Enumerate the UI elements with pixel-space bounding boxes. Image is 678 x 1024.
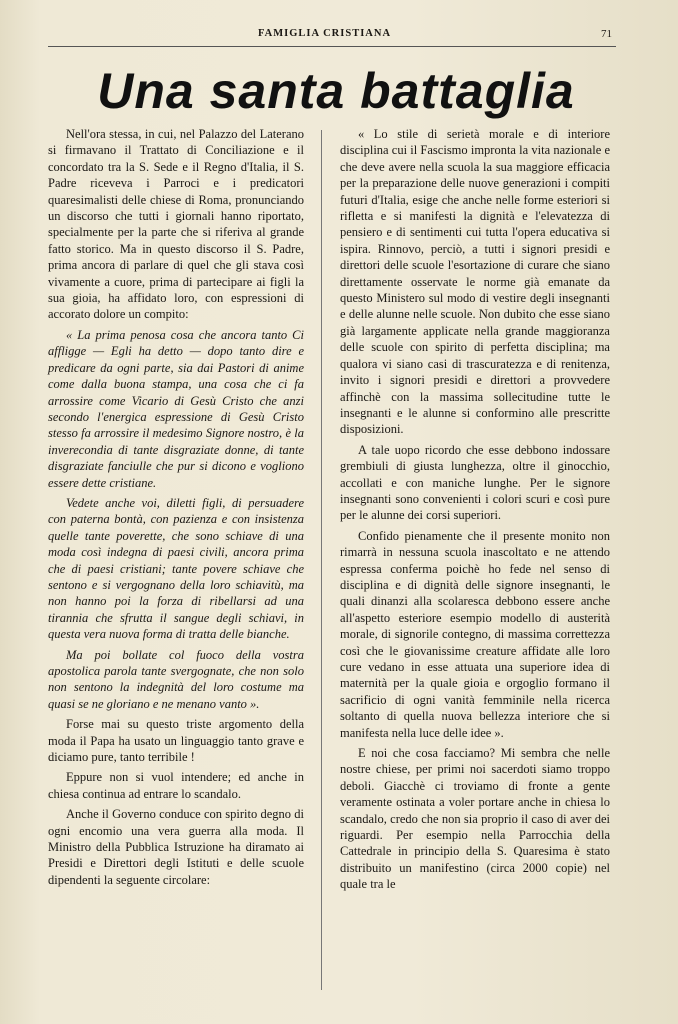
- paragraph: Eppure non si vuol intendere; ed anche in chiesa continua ad entrare lo scandalo.: [48, 770, 304, 801]
- paragraph: E noi che cosa facciamo? Mi sembra che nelle nostre chiese, per primi noi sacerdoti siamo troppo deboli. Giacchè ci troviamo di fronte a gente veramente ostinata a voler portare anche in chiesa lo scandalo, credo che non sia proprio il caso di aver dei riguardi. Per esempio nella Parrocchia della Cattedrale in principio della S. Quaresima è stato distribuito un manifestino (circa 2000 copie) nel quale tra le: [340, 746, 610, 892]
- page-number: 71: [601, 28, 612, 40]
- article-title: Una santa battaglia: [97, 63, 575, 119]
- paragraph: Confido pienamente che il presente monito non rimarrà in nessuna scuola inascoltato e ne attendo espressa conferma poichè ho fede nel senso di disciplina e di dignità delle signore insegnanti, le quali dinanzi alla scolaresca debbono essere anche all'aspetto esteriore esempio modello di austerità morale, di signorile contegno, di massima correttezza così che le giovanissime creature affidate alle loro cure vedano in esse attuata una superiore idea di maternità per la quale gioia e orgoglio formano il sacrificio di ogni vanità femminile nella ricerca soltanto di quella nuova bellezza interiore che si manifesta nella luce delle idee ».: [340, 528, 610, 740]
- running-head: FAMIGLIA CRISTIANA: [258, 28, 392, 39]
- column-divider: [321, 130, 322, 990]
- paragraph-quote: Ma poi bollate col fuoco della vostra apostolica parola tante svergognate, che non solo non sentono la indegnità del loro costume ma quasi se ne gloriano e ne menano vanto ».: [48, 647, 304, 711]
- paragraph: Nell'ora stessa, in cui, nel Palazzo del Laterano si firmavano il Trattato di Conciliazione e il concordato tra la S. Sede e il Regno d'Italia, il S. Padre riceveva i Parroci e i predicatori quaresimalisti delle chiese di Roma, pronunciando un discorso che tutti i giornali hanno riportato, specialmente per la parte che si riferiva al grande fatto storico. Ma in questo discorso il S. Padre, prima ancora di parlare di quel che gli stava così vivamente a cuore, prima di partecipare ai figli la sua gioia, ha affidato loro, con espressioni di accorato dolore un compito:: [48, 127, 304, 322]
- paragraph: Forse mai su questo triste argomento della moda il Papa ha usato un linguaggio tanto grave e diciamo pure, tanto terribile !: [48, 717, 304, 765]
- paragraph: « Lo stile di serietà morale e di interiore disciplina cui il Fascismo impronta la vita nazionale e che deve avere nella scuola la sua maggiore efficacia per la preparazione delle nuove generazioni i compiti futuri d'Italia, esige che anche nelle forme esteriori si rifletta e si manifesti la dignità e l'elevatezza di pensiero e di sentimenti cui tutta l'opera educativa si ispira. Rinnovo, perciò, a tutti i signori presidi e direttori delle scuole l'esortazione di curare che siano direttamente osservate le norme già emanate da questo Ministero sul modo di vestire degli insegnanti e delle alunne nelle scuole. Non dubito che esse siano già largamente applicate nella grande maggioranza delle scuole con spirito di perfetta disciplina; ma qualora vi siano casi di trascuratezza e di renitenza, invito i signori presidi e direttori a provvedere affinchè con la massima sollecitudine tutte le insegnanti e le alunne si conformino alle prescritte disposizioni.: [340, 127, 610, 437]
- left-column: [48, 126, 304, 892]
- right-column: [340, 126, 610, 897]
- header-rule: [48, 46, 616, 47]
- paragraph: Anche il Governo conduce con spirito degno di ogni encomio una vera guerra alla moda. Il Ministro della Pubblica Istruzione ha diramato ai Presidi e Direttori degli Istituti e delle scuole dipendenti la seguente circolare:: [48, 807, 304, 887]
- paragraph-quote: Vedete anche voi, diletti figli, di persuadere con paterna bontà, con pazienza e con insistenza quelle tante poverette, che sono schiave di una moda così indegna di paesi civili, ancora prima che di paesi cristiani; tante povere schiave che sentono e si vergognano della loro schiavitù, ma non hanno poi la forza di ribellarsi ad una tirannia che sfrutta il sangue degli schiavi, in questa vera nuova forma di tratta delle bianche.: [48, 495, 304, 642]
- paragraph: A tale uopo ricordo che esse debbono indossare grembiuli di giusta lunghezza, oltre il ginocchio, accollati e con maniche lunghe. Per le signore insegnanti sono convenienti i colori scuri e così pure per le alunne dei corsi superiori.: [340, 442, 610, 523]
- paragraph-quote: « La prima penosa cosa che ancora tanto Ci affligge — Egli ha detto — dopo tanto dire e predicare da ogni parte, sia dai Pastori di anime come dalla buona stampa, una cosa che ci fa arrossire come Vicario di Gesù Cristo che anzi secondo l'energica espressione di Gesù Cristo stesso fa arrossire il medesimo Signore nostro, è la inverecondia di tante disgraziate donne, di tante disgraziate fanciulle che pur si dicono e vogliono essere dette cristiane.: [48, 327, 304, 490]
